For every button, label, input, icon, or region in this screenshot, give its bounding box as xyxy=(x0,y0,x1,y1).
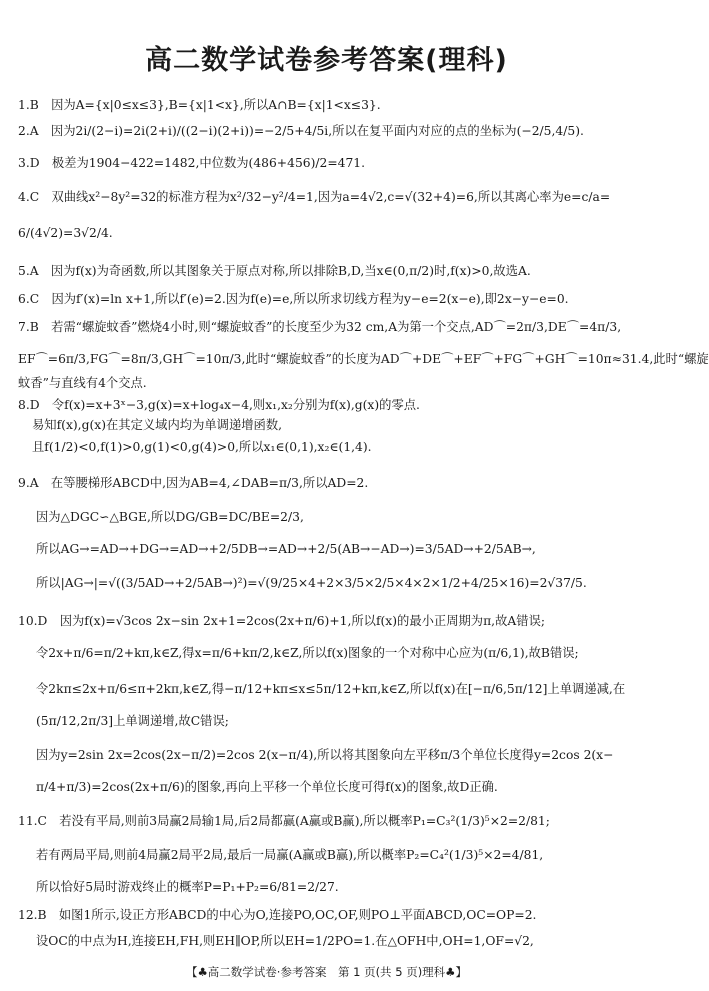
answer-line-3: 3.D 极差为1904−422=1482,中位数为(486+456)/2=471. xyxy=(18,156,366,170)
answer-line-8: 8.D 令f(x)=x+3ˣ−3,g(x)=x+log₄x−4,则x₁,x₂分别为f(x),g(x)的零点. xyxy=(18,398,420,412)
answer-line-2: 2.A 因为2i/(2−i)=2i(2+i)/((2−i)(2+i))=−2/5+4/5i,所以在复平面内对应的点的坐标为(−2/5,4/5). xyxy=(18,124,584,138)
answer-line-4b: 6/(4√2)=3√2/4. xyxy=(18,226,113,240)
answer-line-7b: EF⌒=6π/3,FG⌒=8π/3,GH⌒=10π/3,此时“螺旋蚊香”的长度为AD⌒+DE⌒+EF⌒+FG⌒+GH⌒=10π≈31.4,此时“螺旋 xyxy=(18,352,709,366)
answer-line-11b: 若有两局平局,则前4局赢2局平2局,最后一局赢(A赢或B赢),所以概率P₂=C₄²(1/3)⁵×2=4/81, xyxy=(36,848,544,862)
answer-line-9: 9.A 在等腰梯形ABCD中,因为AB=4,∠DAB=π/3,所以AD=2. xyxy=(18,476,369,490)
answer-line-10c: 令2kπ≤2x+π/6≤π+2kπ,k∈Z,得−π/12+kπ≤x≤5π/12+kπ,k∈Z,所以f(x)在[−π/6,5π/12]上单调递减,在 xyxy=(36,682,626,696)
answer-line-9c: 所以AG→=AD→+DG→=AD→+2/5DB→=AD→+2/5(AB→−AD→)=3/5AD→+2/5AB→, xyxy=(36,542,536,556)
answer-line-5: 5.A 因为f(x)为奇函数,所以其图象关于原点对称,所以排除B,D,当x∈(0,π/2)时,f(x)>0,故选A. xyxy=(18,264,531,278)
answer-line-10f: π/4+π/3)=2cos(2x+π/6)的图象,再向上平移一个单位长度可得f(x)的图象,故D正确. xyxy=(36,780,498,794)
answer-line-8b: 易知f(x),g(x)在其定义域内均为单调递增函数, xyxy=(32,418,283,432)
answer-line-7: 7.B 若需“螺旋蚊香”燃烧4小时,则“螺旋蚊香”的长度至少为32 cm,A为第一个交点,AD⌒=2π/3,DE⌒=4π/3, xyxy=(18,320,622,334)
answer-line-9b: 因为△DGC∽△BGE,所以DG/GB=DC/BE=2/3, xyxy=(36,510,304,524)
page-title: 高二数学试卷参考答案(理科) xyxy=(145,45,508,76)
answer-line-6: 6.C 因为f′(x)=ln x+1,所以f′(e)=2.因为f(e)=e,所以所求切线方程为y−e=2(x−e),即2x−y−e=0. xyxy=(18,292,569,306)
answer-line-10b: 令2x+π/6=π/2+kπ,k∈Z,得x=π/6+kπ/2,k∈Z,所以f(x)图象的一个对称中心应为(π/6,1),故B错误; xyxy=(36,646,579,660)
answer-line-4: 4.C 双曲线x²−8y²=32的标准方程为x²/32−y²/4=1,因为a=4√2,c=√(32+4)=6,所以其离心率为e=c/a= xyxy=(18,190,611,204)
answer-line-1: 1.B 因为A={x|0≤x≤3},B={x|1<x},所以A∩B={x|1<x≤3}. xyxy=(18,98,381,112)
answer-line-10: 10.D 因为f(x)=√3cos 2x−sin 2x+1=2cos(2x+π/6)+1,所以f(x)的最小正周期为π,故A错误; xyxy=(18,614,546,628)
answer-line-11c: 所以恰好5局时游戏终止的概率P=P₁+P₂=6/81=2/27. xyxy=(36,880,339,894)
answer-line-12: 12.B 如图1所示,设正方形ABCD的中心为O,连接PO,OC,OF,则PO⊥平面ABCD,OC=OP=2. xyxy=(18,908,537,922)
answer-line-10d: (5π/12,2π/3]上单调递增,故C错误; xyxy=(36,714,229,728)
answer-line-12b: 设OC的中点为H,连接EH,FH,则EH∥OP,所以EH=1/2PO=1.在△OFH中,OH=1,OF=√2, xyxy=(36,934,534,948)
answer-line-8c: 且f(1/2)<0,f(1)>0,g(1)<0,g(4)>0,所以x₁∈(0,1),x₂∈(1,4). xyxy=(32,440,372,454)
answer-line-9d: 所以|AG→|=√((3/5AD→+2/5AB→)²)=√(9/25×4+2×3/5×2/5×4×2×1/2+4/25×16)=2√37/5. xyxy=(36,576,587,590)
answer-line-7c: 蚊香”与直线有4个交点. xyxy=(18,376,147,390)
answer-line-11: 11.C 若没有平局,则前3局赢2局输1局,后2局都赢(A赢或B赢),所以概率P₁=C₃²(1/3)⁵×2=2/81; xyxy=(18,814,550,828)
page-footer: 【♣高二数学试卷·参考答案 第 1 页(共 5 页)理科♣】 xyxy=(185,965,467,979)
answer-line-10e: 因为y=2sin 2x=2cos(2x−π/2)=2cos 2(x−π/4),所以将其图象向左平移π/3个单位长度得y=2cos 2(x− xyxy=(36,748,614,762)
